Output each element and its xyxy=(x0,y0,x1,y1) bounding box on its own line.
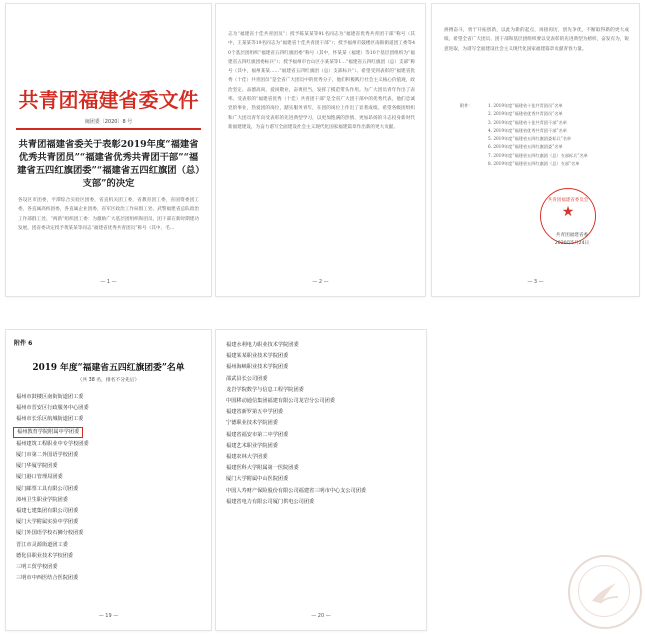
organization-item: 中国人寿财产保险股份有限公司福建省三明市中心支公司团委 xyxy=(226,487,367,494)
organization-item: 福州海峡职业技术学院团委 xyxy=(226,364,289,371)
star-icon: ★ xyxy=(561,204,575,220)
organization-item: 三明市中西医结合医院团委 xyxy=(16,575,79,582)
organization-item: 德化县职业技术学校团委 xyxy=(16,552,74,559)
organization-item: 福建某某职业技术学院团委 xyxy=(226,353,289,360)
page-number: — 20 — xyxy=(311,613,331,619)
organization-list xyxy=(16,392,203,584)
organization-item: 福建医科大学附属第一医院团委 xyxy=(226,465,299,472)
page-20 xyxy=(216,330,426,630)
list-title: 2019 年度“福建省五四红旗团委”名单 xyxy=(32,363,185,373)
organization-item: 中国移动通信集团福建有限公司龙岩分公司团委 xyxy=(226,398,335,405)
organization-item: 福建农林大学团委 xyxy=(226,454,268,461)
page-number: — 19 — xyxy=(98,613,119,619)
page-3 xyxy=(432,4,639,296)
list-subtitle: （共 38 名，排名不分先后） xyxy=(77,378,140,383)
attachment-label: 附件： xyxy=(460,103,473,108)
attachment-item: 5. 2019年度“福建省五四红旗团委标兵”名单 xyxy=(488,136,572,142)
attachment-item: 8. 2019年度“福建省五四红旗团（总）支部”名单 xyxy=(488,161,580,167)
page-2 xyxy=(216,4,425,296)
organization-item: 福州市鼓楼区南街街道团工委 xyxy=(16,394,84,400)
document-heading: 共青团福建省委关于表彰2019年度“福建省优秀共青团员”“福建省优秀共青团干部”“福建省五四红旗团委”“福建省五四红旗团（总）支部”的决定 xyxy=(17,139,200,189)
page-number: — 2 — xyxy=(312,279,329,285)
organization-item: 厦门华厦学院团委 xyxy=(16,463,58,470)
page-3-body-text: 拼搏奋斗，勇于开拓创新，以此为新的起点，再接再厉，创先争优，不断取得新的更大成绩。希望全省广大团员、团干部和基层团组织要以受表彰的先进典型为榜样，奋发有为，锐意进取，为谱写全面建设社会主义现代化国家福建篇章贡献青春力量。 xyxy=(444,28,629,52)
organization-item: 厦门大学附属中山医院团委 xyxy=(226,476,289,483)
organization-item: 福建省新罗第五中学团委 xyxy=(226,409,284,416)
crane-icon xyxy=(586,573,624,611)
attachment-item: 1. 2019年度“福建省十佳共青团员”名单 xyxy=(488,103,563,108)
organization-item: 福建艺术职业学院团委 xyxy=(226,442,278,449)
page-1 xyxy=(6,4,211,296)
organization-item: 福州教育学院附属中学团委 xyxy=(13,427,83,438)
organization-item: 福建省福安市第二中学团委 xyxy=(226,431,289,438)
seal-text: 共青团福建省委员会 xyxy=(547,198,589,203)
organization-item: 宁德职业技术学院团委 xyxy=(226,420,278,427)
organization-item: 福建七建集团有限公司团委 xyxy=(16,508,79,515)
attachment-item: 7. 2019年度“福建省五四红旗团（总）支部标兵”名单 xyxy=(488,152,588,158)
attachment-item: 3. 2019年度“福建省十佳共青团干部”名单 xyxy=(488,119,567,125)
watermark-logo xyxy=(568,555,642,629)
organization-list xyxy=(226,340,418,508)
organization-item: 福州市长乐区航城街道团工委 xyxy=(16,416,84,423)
document-number: 闽团委〔2020〕8 号 xyxy=(84,119,133,125)
document-header-title: 共青团福建省委文件 xyxy=(18,88,199,112)
signing-date: 2020年5月24日 xyxy=(554,241,590,246)
page-number: — 1 — xyxy=(100,279,117,285)
organization-item: 福州市晋安区行政服务中心团委 xyxy=(16,405,89,412)
organization-item: 龙岩学院数学与信息工程学院团委 xyxy=(226,386,304,393)
page-1-body-text: 各设区市团委，平潭综合实验区团委，省直机关团工委，省教育团工委，省国资委团工委，各直属高校团委，各直属企业团委，省军区政治工作局群工处、武警福建省总队政治工作部群工处、“两新”组织团工委：为激励广大基层团组织和团员、团干部在新时期建功发展，团省委决定授予黄某某等同志“福建省优秀共青团员”称号（其中，毛… xyxy=(18,198,199,231)
page-19 xyxy=(6,330,211,630)
page-number: — 3 — xyxy=(527,279,544,285)
attachment-item: 4. 2019年度“福建省优秀共青团干部”名单 xyxy=(488,127,567,133)
attachment-list xyxy=(462,102,631,168)
page-2-body-text: 志为“福建省十佳共青团员”；授予陈某某等91名同志为“福建省优秀共青团干部”称号（其中，王某某等19名同志为“福建省十佳共青团干部”）；授予福州市鼓楼区南街街道团工委等40个基层团组织“福建省五四红旗团委”称号（其中，怀某某（福建）等10个基层团组织为“福建省五四红旗团委标兵”）；授予福州市台山区小某某等1…“福建省五四红旗团（总）支部”称号（其中，福州某某……“福建省五四红旗团（总）支部标兵”）。希望受到表彰的“福建省优秀（十佳）共青团员”是全省广大团员中的优秀分子，他们积极践行社会主义核心价值观，政治坚定、品德高尚，爱岗敬业，奋勇担当，发挥了模范带头作用。为广大团员青年作出了表率。受表彰的“福建省优秀（十佳）共青团干部”是全省广大团干部中的优秀代表，他们忠诚党的事业，热爱团的岗位，踏实服务青年，在团的岗位上作出了显著成绩。希望各级团组织和广大团员青年向受表彰的先进典型学习，以更加饱满的热情、更加昂扬的斗志投身新时代新福建建设，为奋力谱写全面建设社会主义现代化国家福建篇章作出新的更大贡献。 xyxy=(228,32,415,130)
organization-item: 福建省电力有限公司厦门供电公司团委 xyxy=(226,498,315,505)
attachment-item: 6. 2019年度“福建省五四红旗团委”名单 xyxy=(488,144,563,150)
annex-label: 附件 6 xyxy=(14,340,33,347)
organization-item: 邵武县长公司团委 xyxy=(226,375,268,382)
organization-item: 厦门邮票工具有限公司团委 xyxy=(16,485,79,492)
organization-item: 福州建筑工程职业中专学校团委 xyxy=(16,440,89,447)
organization-item: 厦门大学附属实验中学团委 xyxy=(16,519,79,526)
organization-item: 厦门外国语学校石狮分校团委 xyxy=(16,530,84,537)
organization-item: 晋江市灵源街道团工委 xyxy=(16,541,68,548)
organization-item: 三明工贸学校团委 xyxy=(16,564,58,571)
organization-item: 福建水利电力职业技术学院团委 xyxy=(226,342,299,348)
organization-item: 厦门港口管理局团委 xyxy=(16,474,63,481)
red-divider-line xyxy=(16,128,201,130)
organization-item: 厦门市第二外国语学校团委 xyxy=(16,452,79,459)
organization-item: 漳州卫生职业学院团委 xyxy=(16,496,68,503)
signer-name: 共青团福建省委 xyxy=(555,233,589,238)
attachment-item: 2. 2019年度“福建省优秀共青团员”名单 xyxy=(488,111,563,117)
